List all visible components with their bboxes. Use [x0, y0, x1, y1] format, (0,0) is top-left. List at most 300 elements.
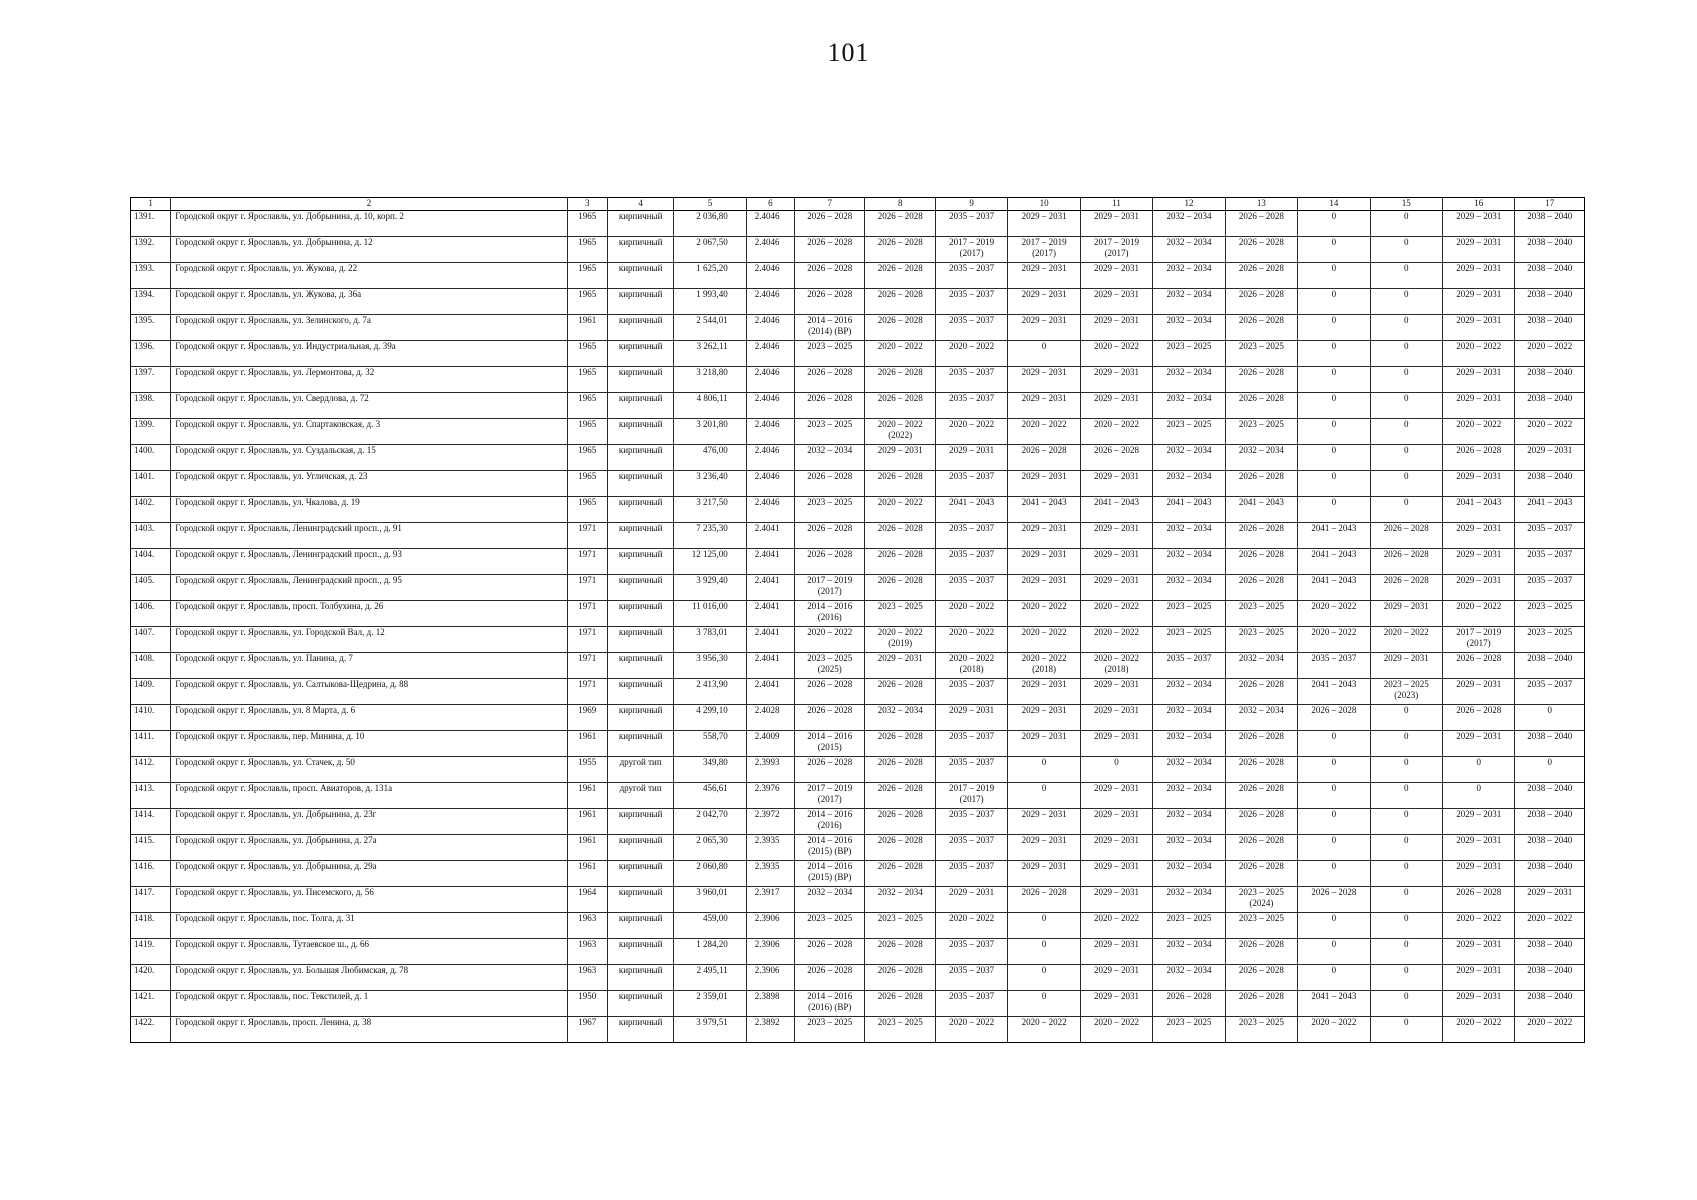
build-year-cell: 1967: [567, 1017, 607, 1043]
work-period-9-cell: 2020 – 2022: [935, 341, 1007, 367]
work-period-7-cell: 2014 – 2016 (2015) (ВР): [795, 835, 865, 861]
address-cell: Городской округ г. Ярославль, ул. Жукова, д. 22: [171, 263, 567, 289]
work-period-17-cell: 2041 – 2043: [1515, 497, 1585, 523]
row-number-cell: 1411.: [131, 731, 171, 757]
table-row: [131, 809, 1585, 835]
wall-material-cell: кирпичный: [607, 445, 673, 471]
work-period-7-cell: 2026 – 2028: [795, 549, 865, 575]
row-number-cell: 1397.: [131, 367, 171, 393]
wall-material-cell: кирпичный: [607, 809, 673, 835]
wall-material-cell: кирпичный: [607, 211, 673, 237]
column-header: 4: [607, 198, 673, 211]
work-period-13-cell: 2023 – 2025 (2024): [1225, 887, 1297, 913]
work-period-15-cell: 0: [1370, 757, 1442, 783]
address-cell: Городской округ г. Ярославль, ул. Писемского, д. 56: [171, 887, 567, 913]
build-year-cell: 1965: [567, 367, 607, 393]
work-period-14-cell: 2041 – 2043: [1298, 549, 1370, 575]
build-year-cell: 1971: [567, 679, 607, 705]
build-year-cell: 1961: [567, 861, 607, 887]
wall-material-cell: кирпичный: [607, 835, 673, 861]
work-period-17-cell: 2035 – 2037: [1515, 523, 1585, 549]
work-period-7-cell: 2026 – 2028: [795, 939, 865, 965]
row-number-cell: 1401.: [131, 471, 171, 497]
work-period-10-cell: 0: [1008, 783, 1080, 809]
wall-material-cell: кирпичный: [607, 861, 673, 887]
table-row: [131, 965, 1585, 991]
work-period-12-cell: 2023 – 2025: [1153, 627, 1225, 653]
work-period-14-cell: 2020 – 2022: [1298, 627, 1370, 653]
work-period-17-cell: 2029 – 2031: [1515, 887, 1585, 913]
wall-material-cell: кирпичный: [607, 575, 673, 601]
table-row: [131, 523, 1585, 549]
work-period-8-cell: 2032 – 2034: [865, 887, 935, 913]
priority-coefficient-cell: 2.4041: [746, 575, 794, 601]
work-period-12-cell: 2032 – 2034: [1153, 887, 1225, 913]
row-number-cell: 1398.: [131, 393, 171, 419]
row-number-cell: 1405.: [131, 575, 171, 601]
work-period-14-cell: 0: [1298, 341, 1370, 367]
priority-coefficient-cell: 2.4046: [746, 367, 794, 393]
work-period-17-cell: 2038 – 2040: [1515, 809, 1585, 835]
work-period-8-cell: 2026 – 2028: [865, 315, 935, 341]
work-period-17-cell: 2038 – 2040: [1515, 939, 1585, 965]
build-year-cell: 1965: [567, 341, 607, 367]
work-period-16-cell: 2029 – 2031: [1442, 965, 1514, 991]
work-period-7-cell: 2026 – 2028: [795, 211, 865, 237]
build-year-cell: 1971: [567, 601, 607, 627]
work-period-15-cell: 0: [1370, 341, 1442, 367]
work-period-11-cell: 2029 – 2031: [1080, 861, 1152, 887]
work-period-16-cell: 2026 – 2028: [1442, 705, 1514, 731]
work-period-17-cell: 2038 – 2040: [1515, 835, 1585, 861]
work-period-11-cell: 2020 – 2022 (2018): [1080, 653, 1152, 679]
work-period-10-cell: 2020 – 2022: [1008, 1017, 1080, 1043]
row-number-cell: 1400.: [131, 445, 171, 471]
wall-material-cell: кирпичный: [607, 1017, 673, 1043]
work-period-14-cell: 2026 – 2028: [1298, 705, 1370, 731]
work-period-10-cell: 2029 – 2031: [1008, 315, 1080, 341]
column-header: 16: [1442, 198, 1514, 211]
work-period-15-cell: 0: [1370, 393, 1442, 419]
total-area-cell: 2 036,80: [674, 211, 746, 237]
work-period-13-cell: 2023 – 2025: [1225, 1017, 1297, 1043]
work-period-7-cell: 2014 – 2016 (2016): [795, 601, 865, 627]
work-period-9-cell: 2029 – 2031: [935, 705, 1007, 731]
work-period-12-cell: 2032 – 2034: [1153, 679, 1225, 705]
work-period-9-cell: 2041 – 2043: [935, 497, 1007, 523]
work-period-17-cell: 2038 – 2040: [1515, 237, 1585, 263]
work-period-9-cell: 2035 – 2037: [935, 289, 1007, 315]
work-period-16-cell: 2029 – 2031: [1442, 237, 1514, 263]
work-period-8-cell: 2020 – 2022: [865, 341, 935, 367]
work-period-12-cell: 2026 – 2028: [1153, 991, 1225, 1017]
work-period-11-cell: 2020 – 2022: [1080, 419, 1152, 445]
address-cell: Городской округ г. Ярославль, ул. Добрынина, д. 27а: [171, 835, 567, 861]
work-period-9-cell: 2035 – 2037: [935, 263, 1007, 289]
work-period-14-cell: 0: [1298, 237, 1370, 263]
total-area-cell: 2 065,30: [674, 835, 746, 861]
wall-material-cell: другой тип: [607, 757, 673, 783]
wall-material-cell: кирпичный: [607, 601, 673, 627]
work-period-13-cell: 2032 – 2034: [1225, 705, 1297, 731]
row-number-cell: 1408.: [131, 653, 171, 679]
work-period-10-cell: 0: [1008, 757, 1080, 783]
work-period-13-cell: 2032 – 2034: [1225, 445, 1297, 471]
work-period-14-cell: 0: [1298, 965, 1370, 991]
work-period-13-cell: 2026 – 2028: [1225, 237, 1297, 263]
build-year-cell: 1965: [567, 419, 607, 445]
work-period-12-cell: 2032 – 2034: [1153, 705, 1225, 731]
total-area-cell: 4 299,10: [674, 705, 746, 731]
table-row: [131, 783, 1585, 809]
table-row: [131, 445, 1585, 471]
work-period-14-cell: 0: [1298, 939, 1370, 965]
build-year-cell: 1965: [567, 263, 607, 289]
work-period-8-cell: 2026 – 2028: [865, 263, 935, 289]
build-year-cell: 1965: [567, 289, 607, 315]
total-area-cell: 7 235,30: [674, 523, 746, 549]
work-period-15-cell: 2026 – 2028: [1370, 523, 1442, 549]
work-period-14-cell: 2041 – 2043: [1298, 991, 1370, 1017]
work-period-12-cell: 2032 – 2034: [1153, 523, 1225, 549]
work-period-12-cell: 2032 – 2034: [1153, 315, 1225, 341]
work-period-16-cell: 2029 – 2031: [1442, 393, 1514, 419]
work-period-10-cell: 2029 – 2031: [1008, 809, 1080, 835]
work-period-7-cell: 2017 – 2019 (2017): [795, 575, 865, 601]
work-period-8-cell: 2026 – 2028: [865, 731, 935, 757]
row-number-cell: 1410.: [131, 705, 171, 731]
work-period-13-cell: 2041 – 2043: [1225, 497, 1297, 523]
work-period-9-cell: 2035 – 2037: [935, 939, 1007, 965]
work-period-12-cell: 2032 – 2034: [1153, 575, 1225, 601]
priority-coefficient-cell: 2.4046: [746, 263, 794, 289]
wall-material-cell: кирпичный: [607, 653, 673, 679]
work-period-16-cell: 2029 – 2031: [1442, 861, 1514, 887]
work-period-16-cell: 2029 – 2031: [1442, 549, 1514, 575]
work-period-10-cell: 2020 – 2022: [1008, 627, 1080, 653]
work-period-15-cell: 0: [1370, 263, 1442, 289]
work-period-9-cell: 2035 – 2037: [935, 861, 1007, 887]
address-cell: Городской округ г. Ярославль, ул. Лермонтова, д. 32: [171, 367, 567, 393]
work-period-17-cell: 2038 – 2040: [1515, 393, 1585, 419]
work-period-17-cell: 0: [1515, 705, 1585, 731]
work-period-9-cell: 2035 – 2037: [935, 211, 1007, 237]
work-period-14-cell: 0: [1298, 913, 1370, 939]
work-period-17-cell: 2038 – 2040: [1515, 783, 1585, 809]
work-period-12-cell: 2032 – 2034: [1153, 861, 1225, 887]
work-period-9-cell: 2029 – 2031: [935, 887, 1007, 913]
wall-material-cell: кирпичный: [607, 393, 673, 419]
work-period-17-cell: 2035 – 2037: [1515, 575, 1585, 601]
table-row: [131, 835, 1585, 861]
work-period-16-cell: 2029 – 2031: [1442, 731, 1514, 757]
column-header: 6: [746, 198, 794, 211]
work-period-8-cell: 2032 – 2034: [865, 705, 935, 731]
work-period-12-cell: 2041 – 2043: [1153, 497, 1225, 523]
address-cell: Городской округ г. Ярославль, ул. Стачек, д. 50: [171, 757, 567, 783]
work-period-16-cell: 0: [1442, 783, 1514, 809]
work-period-12-cell: 2032 – 2034: [1153, 367, 1225, 393]
priority-coefficient-cell: 2.3935: [746, 861, 794, 887]
work-period-17-cell: 2038 – 2040: [1515, 861, 1585, 887]
table-row: [131, 575, 1585, 601]
work-period-11-cell: 2020 – 2022: [1080, 1017, 1152, 1043]
table-row: [131, 627, 1585, 653]
address-cell: Городской округ г. Ярославль, просп. Авиаторов, д. 131а: [171, 783, 567, 809]
wall-material-cell: кирпичный: [607, 263, 673, 289]
priority-coefficient-cell: 2.4046: [746, 315, 794, 341]
work-period-13-cell: 2026 – 2028: [1225, 783, 1297, 809]
work-period-8-cell: 2026 – 2028: [865, 991, 935, 1017]
work-period-10-cell: 2029 – 2031: [1008, 861, 1080, 887]
wall-material-cell: кирпичный: [607, 289, 673, 315]
address-cell: Городской округ г. Ярославль, ул. Городской Вал, д. 12: [171, 627, 567, 653]
work-period-14-cell: 2041 – 2043: [1298, 575, 1370, 601]
work-period-15-cell: 0: [1370, 497, 1442, 523]
work-period-14-cell: 0: [1298, 393, 1370, 419]
work-period-8-cell: 2026 – 2028: [865, 939, 935, 965]
table-row: [131, 393, 1585, 419]
work-period-11-cell: 2029 – 2031: [1080, 523, 1152, 549]
wall-material-cell: кирпичный: [607, 549, 673, 575]
work-period-15-cell: 0: [1370, 861, 1442, 887]
table-row: [131, 497, 1585, 523]
work-period-11-cell: 2026 – 2028: [1080, 445, 1152, 471]
work-period-12-cell: 2035 – 2037: [1153, 653, 1225, 679]
work-period-12-cell: 2032 – 2034: [1153, 783, 1225, 809]
work-period-12-cell: 2032 – 2034: [1153, 211, 1225, 237]
work-period-15-cell: 2029 – 2031: [1370, 653, 1442, 679]
work-period-12-cell: 2032 – 2034: [1153, 809, 1225, 835]
priority-coefficient-cell: 2.4046: [746, 393, 794, 419]
work-period-11-cell: 2041 – 2043: [1080, 497, 1152, 523]
total-area-cell: 3 783,01: [674, 627, 746, 653]
work-period-14-cell: 0: [1298, 835, 1370, 861]
address-cell: Городской округ г. Ярославль, пос. Толга, д. 31: [171, 913, 567, 939]
column-header: 15: [1370, 198, 1442, 211]
work-period-16-cell: 2029 – 2031: [1442, 315, 1514, 341]
work-period-13-cell: 2026 – 2028: [1225, 393, 1297, 419]
build-year-cell: 1965: [567, 497, 607, 523]
build-year-cell: 1965: [567, 393, 607, 419]
priority-coefficient-cell: 2.3972: [746, 809, 794, 835]
work-period-10-cell: 2020 – 2022 (2018): [1008, 653, 1080, 679]
build-year-cell: 1965: [567, 445, 607, 471]
work-period-8-cell: 2026 – 2028: [865, 237, 935, 263]
work-period-13-cell: 2026 – 2028: [1225, 211, 1297, 237]
work-period-13-cell: 2026 – 2028: [1225, 861, 1297, 887]
priority-coefficient-cell: 2.4041: [746, 601, 794, 627]
work-period-16-cell: 2020 – 2022: [1442, 601, 1514, 627]
work-period-17-cell: 2029 – 2031: [1515, 445, 1585, 471]
address-cell: Городской округ г. Ярославль, ул. Добрынина, д. 12: [171, 237, 567, 263]
work-period-16-cell: 2029 – 2031: [1442, 679, 1514, 705]
work-period-10-cell: 2029 – 2031: [1008, 523, 1080, 549]
work-period-12-cell: 2032 – 2034: [1153, 965, 1225, 991]
work-period-7-cell: 2017 – 2019 (2017): [795, 783, 865, 809]
work-period-10-cell: 2026 – 2028: [1008, 445, 1080, 471]
work-period-11-cell: 2020 – 2022: [1080, 627, 1152, 653]
work-period-11-cell: 2020 – 2022: [1080, 341, 1152, 367]
work-period-7-cell: 2026 – 2028: [795, 965, 865, 991]
work-period-14-cell: 0: [1298, 497, 1370, 523]
work-period-15-cell: 0: [1370, 783, 1442, 809]
work-period-17-cell: 2023 – 2025: [1515, 601, 1585, 627]
work-period-10-cell: 2029 – 2031: [1008, 705, 1080, 731]
work-period-11-cell: 2029 – 2031: [1080, 211, 1152, 237]
work-period-11-cell: 2029 – 2031: [1080, 549, 1152, 575]
work-period-12-cell: 2032 – 2034: [1153, 237, 1225, 263]
row-number-cell: 1404.: [131, 549, 171, 575]
work-period-13-cell: 2023 – 2025: [1225, 627, 1297, 653]
work-period-15-cell: 0: [1370, 705, 1442, 731]
work-period-16-cell: 2020 – 2022: [1442, 913, 1514, 939]
work-period-7-cell: 2032 – 2034: [795, 445, 865, 471]
work-period-17-cell: 2038 – 2040: [1515, 263, 1585, 289]
priority-coefficient-cell: 2.4046: [746, 211, 794, 237]
work-period-13-cell: 2026 – 2028: [1225, 471, 1297, 497]
wall-material-cell: кирпичный: [607, 367, 673, 393]
work-period-9-cell: 2035 – 2037: [935, 835, 1007, 861]
priority-coefficient-cell: 2.4046: [746, 289, 794, 315]
address-cell: Городской округ г. Ярославль, пос. Текстилей, д. 1: [171, 991, 567, 1017]
work-period-9-cell: 2035 – 2037: [935, 991, 1007, 1017]
row-number-cell: 1399.: [131, 419, 171, 445]
work-period-17-cell: 2035 – 2037: [1515, 549, 1585, 575]
table-row: [131, 289, 1585, 315]
work-period-16-cell: 2020 – 2022: [1442, 341, 1514, 367]
work-period-13-cell: 2023 – 2025: [1225, 341, 1297, 367]
work-period-10-cell: 2029 – 2031: [1008, 835, 1080, 861]
wall-material-cell: кирпичный: [607, 523, 673, 549]
address-cell: Городской округ г. Ярославль, ул. Индустриальная, д. 39а: [171, 341, 567, 367]
wall-material-cell: другой тип: [607, 783, 673, 809]
row-number-cell: 1406.: [131, 601, 171, 627]
row-number-cell: 1396.: [131, 341, 171, 367]
column-header: 14: [1298, 198, 1370, 211]
priority-coefficient-cell: 2.4041: [746, 627, 794, 653]
total-area-cell: 3 929,40: [674, 575, 746, 601]
work-period-12-cell: 2032 – 2034: [1153, 393, 1225, 419]
priority-coefficient-cell: 2.4046: [746, 341, 794, 367]
work-period-13-cell: 2023 – 2025: [1225, 601, 1297, 627]
work-period-11-cell: 2029 – 2031: [1080, 731, 1152, 757]
table-row: [131, 549, 1585, 575]
build-year-cell: 1955: [567, 757, 607, 783]
work-period-8-cell: 2026 – 2028: [865, 367, 935, 393]
work-period-16-cell: 2029 – 2031: [1442, 835, 1514, 861]
address-cell: Городской округ г. Ярославль, ул. Добрынина, д. 29а: [171, 861, 567, 887]
work-period-12-cell: 2032 – 2034: [1153, 445, 1225, 471]
table-row: [131, 991, 1585, 1017]
work-period-14-cell: 0: [1298, 315, 1370, 341]
work-period-8-cell: 2026 – 2028: [865, 393, 935, 419]
row-number-cell: 1415.: [131, 835, 171, 861]
work-period-11-cell: 2029 – 2031: [1080, 965, 1152, 991]
work-period-8-cell: 2026 – 2028: [865, 809, 935, 835]
work-period-7-cell: 2023 – 2025: [795, 419, 865, 445]
total-area-cell: 349,80: [674, 757, 746, 783]
table-row: [131, 471, 1585, 497]
wall-material-cell: кирпичный: [607, 471, 673, 497]
work-period-10-cell: 2020 – 2022: [1008, 419, 1080, 445]
work-period-17-cell: 2020 – 2022: [1515, 419, 1585, 445]
work-period-10-cell: 2026 – 2028: [1008, 887, 1080, 913]
work-period-11-cell: 2029 – 2031: [1080, 835, 1152, 861]
work-period-7-cell: 2014 – 2016 (2016): [795, 809, 865, 835]
work-period-10-cell: 0: [1008, 913, 1080, 939]
work-period-7-cell: 2026 – 2028: [795, 393, 865, 419]
work-period-8-cell: 2029 – 2031: [865, 653, 935, 679]
work-period-9-cell: 2035 – 2037: [935, 731, 1007, 757]
work-period-12-cell: 2032 – 2034: [1153, 757, 1225, 783]
work-period-10-cell: 2029 – 2031: [1008, 289, 1080, 315]
total-area-cell: 3 979,51: [674, 1017, 746, 1043]
work-period-13-cell: 2026 – 2028: [1225, 939, 1297, 965]
work-period-15-cell: 0: [1370, 809, 1442, 835]
address-cell: Городской округ г. Ярославль, ул. Зелинского, д. 7а: [171, 315, 567, 341]
work-period-17-cell: 2020 – 2022: [1515, 913, 1585, 939]
column-header: 2: [171, 198, 567, 211]
page-number: 101: [827, 38, 870, 67]
priority-coefficient-cell: 2.3993: [746, 757, 794, 783]
work-period-14-cell: 0: [1298, 861, 1370, 887]
work-period-15-cell: 0: [1370, 991, 1442, 1017]
row-number-cell: 1395.: [131, 315, 171, 341]
column-header: 17: [1515, 198, 1585, 211]
work-period-13-cell: 2032 – 2034: [1225, 653, 1297, 679]
work-period-8-cell: 2026 – 2028: [865, 575, 935, 601]
work-period-11-cell: 2029 – 2031: [1080, 393, 1152, 419]
work-period-12-cell: 2023 – 2025: [1153, 601, 1225, 627]
work-period-7-cell: 2026 – 2028: [795, 289, 865, 315]
total-area-cell: 1 625,20: [674, 263, 746, 289]
work-period-15-cell: 0: [1370, 965, 1442, 991]
address-cell: Городской округ г. Ярославль, просп. Толбухина, д. 26: [171, 601, 567, 627]
work-period-11-cell: 2029 – 2031: [1080, 575, 1152, 601]
priority-coefficient-cell: 2.4046: [746, 419, 794, 445]
work-period-10-cell: 2029 – 2031: [1008, 575, 1080, 601]
priority-coefficient-cell: 2.3906: [746, 939, 794, 965]
table-row: [131, 861, 1585, 887]
total-area-cell: 459,00: [674, 913, 746, 939]
work-period-15-cell: 0: [1370, 913, 1442, 939]
work-period-14-cell: 0: [1298, 263, 1370, 289]
work-period-8-cell: 2026 – 2028: [865, 861, 935, 887]
work-period-13-cell: 2026 – 2028: [1225, 315, 1297, 341]
work-period-8-cell: 2023 – 2025: [865, 1017, 935, 1043]
work-period-13-cell: 2026 – 2028: [1225, 575, 1297, 601]
work-period-9-cell: 2035 – 2037: [935, 679, 1007, 705]
total-area-cell: 456,61: [674, 783, 746, 809]
address-cell: Городской округ г. Ярославль, ул. Салтыкова-Щедрина, д. 88: [171, 679, 567, 705]
work-period-10-cell: 0: [1008, 991, 1080, 1017]
work-period-9-cell: 2035 – 2037: [935, 315, 1007, 341]
work-period-14-cell: 0: [1298, 211, 1370, 237]
row-number-cell: 1420.: [131, 965, 171, 991]
work-period-7-cell: 2014 – 2016 (2016) (ВР): [795, 991, 865, 1017]
work-period-12-cell: 2023 – 2025: [1153, 913, 1225, 939]
work-period-17-cell: 2038 – 2040: [1515, 289, 1585, 315]
work-period-7-cell: 2014 – 2016 (2015): [795, 731, 865, 757]
table-row: [131, 913, 1585, 939]
table-row: [131, 211, 1585, 237]
row-number-cell: 1393.: [131, 263, 171, 289]
work-period-17-cell: 2038 – 2040: [1515, 315, 1585, 341]
row-number-cell: 1402.: [131, 497, 171, 523]
column-header: 7: [795, 198, 865, 211]
work-period-10-cell: 2029 – 2031: [1008, 679, 1080, 705]
